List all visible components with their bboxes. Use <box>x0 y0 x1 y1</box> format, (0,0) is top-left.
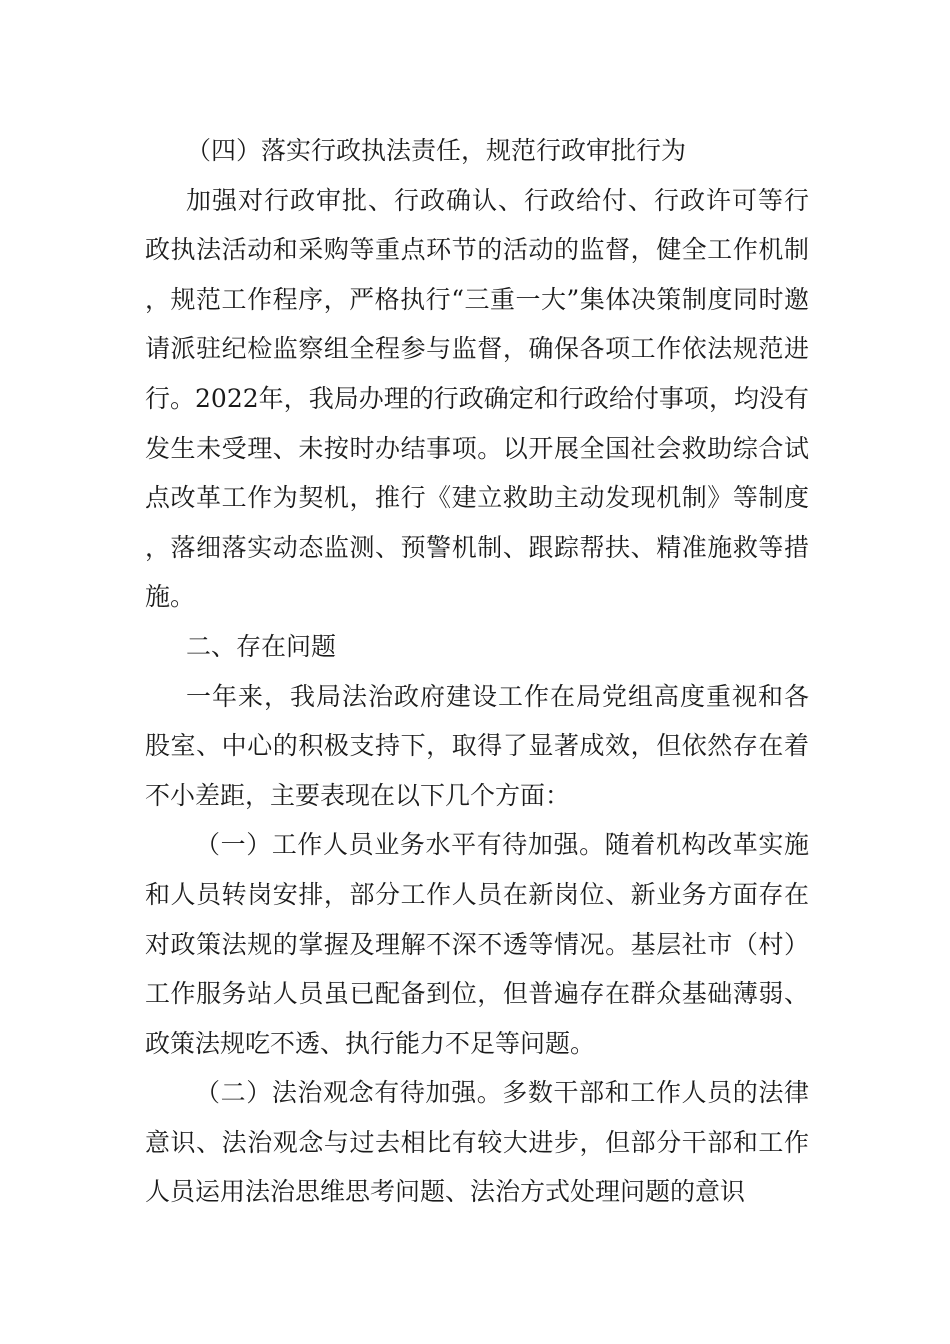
section-heading-2: 二、存在问题 <box>186 631 337 661</box>
body-paragraph: 一年来，我局法治政府建设工作在局党组高度重视和各股室、中心的积极支持下，取得了显著成效，但依然存在着不小差距，主要表现在以下几个方面： <box>145 681 809 810</box>
body-paragraph: （二）法治观念有待加强。多数干部和工作人员的法律意识、法治观念与过去相比有较大进步，但部分干部和工作人员运用法治思维思考问题、法治方式处理问题的意识 <box>145 1078 809 1207</box>
document-page <box>145 126 809 1217</box>
body-paragraph: （一）工作人员业务水平有待加强。随着机构改革实施和人员转岗安排，部分工作人员在新岗位、新业务方面存在对政策法规的掌握及理解不深不透等情况。基层社市（村）工作服务站人员虽已配备到位，但普遍存在群众基础薄弱、政策法规吃不透、执行能力不足等问题。 <box>145 830 809 1058</box>
section-heading-4: （四）落实行政执法责任，规范行政审批行为 <box>186 136 687 165</box>
body-paragraph: 加强对行政审批、行政确认、行政给付、行政许可等行政执法活动和采购等重点环节的活动的监督，健全工作机制，规范工作程序，严格执行“三重一大”集体决策制度同时邀请派驻纪检监察组全程参与监督，确保各项工作依法规范进行。2022年，我局办理的行政确定和行政给付事项，均没有发生未受理、未按时办结事项。以开展全国社会救助综合试点改革工作为契机，推行《建立救助主动发现机制》等制度，落细落实动态监测、预警机制、跟踪帮扶、精准施救等措施。 <box>145 185 809 612</box>
